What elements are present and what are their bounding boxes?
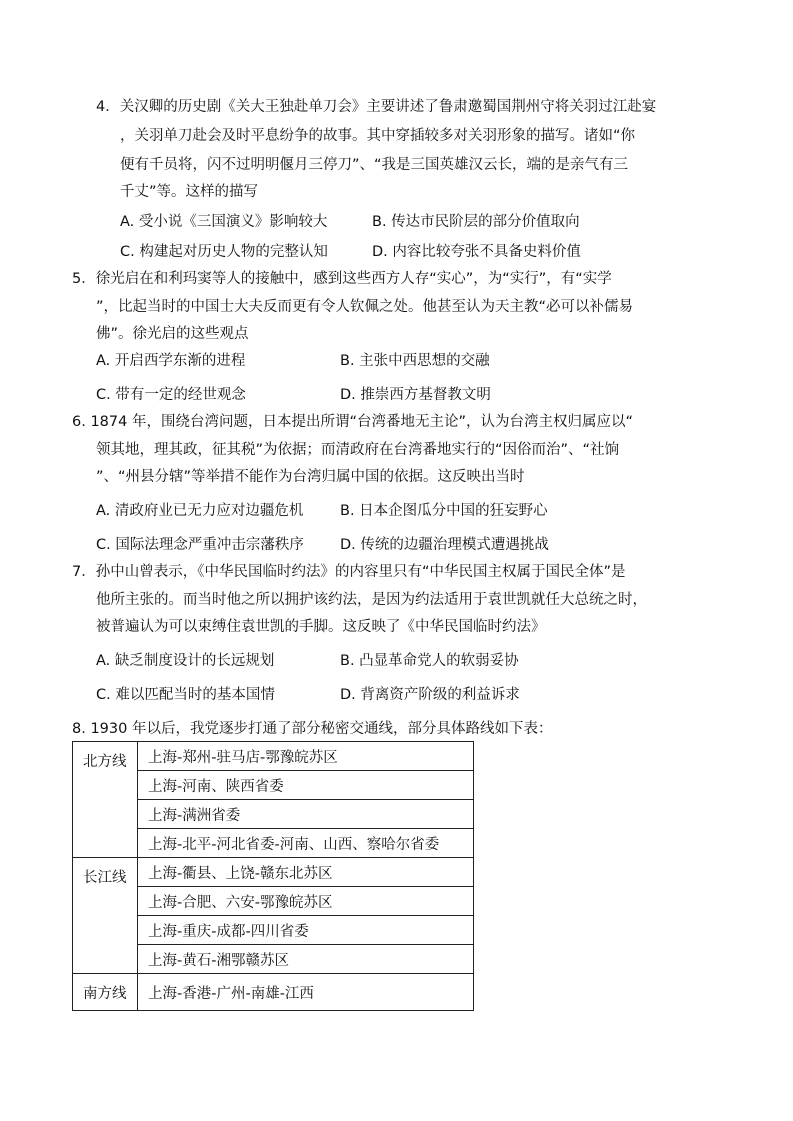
table-row <box>73 974 474 1011</box>
q4-option-d[interactable]: D. 内容比较夸张不具备史料价值 <box>372 244 581 260</box>
group-north: 北方线 <box>73 742 138 858</box>
q6-option-d[interactable]: D. 传统的边疆治理模式遭遇挑战 <box>340 537 549 553</box>
routes-table <box>72 741 474 1011</box>
q5-option-b[interactable]: B. 主张中西思想的交融 <box>340 353 490 369</box>
q7-option-c[interactable]: C. 难以匹配当时的基本国情 <box>96 687 275 703</box>
route-cell: 上海-满洲省委 <box>138 800 474 829</box>
route-cell: 上海-衢县、上饶-赣东北苏区 <box>138 858 474 887</box>
q4-line-4: 千丈”等。这样的描写 <box>120 184 259 200</box>
q6-option-c[interactable]: C. 国际法理念严重冲击宗藩秩序 <box>96 537 304 553</box>
q5-line-3: 佛”。徐光启的这些观点 <box>96 326 249 342</box>
q6-option-a[interactable]: A. 清政府业已无力应对边疆危机 <box>96 503 304 519</box>
q4-line-3: 便有千员将，闪不过明明偃月三停刀”、“我是三国英雄汉云长，端的是亲气有三 <box>120 157 629 173</box>
route-cell: 上海-香港-广州-南雄-江西 <box>138 974 474 1011</box>
q5-option-d[interactable]: D. 推崇西方基督教文明 <box>340 387 491 403</box>
q4-option-a[interactable]: A. 受小说《三国演义》影响较大 <box>120 214 328 230</box>
q4-line-1: 4．关汉卿的历史剧《关大王独赴单刀会》主要讲述了鲁肃邀蜀国荆州守将关羽过江赴宴 <box>96 99 657 115</box>
q7-line-1: 7．孙中山曾表示，《中华民国临时约法》的内容里只有“中华民国主权属于国民全体”是 <box>72 564 626 580</box>
route-cell: 上海-河南、陕西省委 <box>138 771 474 800</box>
q7-option-a[interactable]: A. 缺乏制度设计的长远规划 <box>96 653 275 669</box>
q7-option-d[interactable]: D. 背离资产阶级的利益诉求 <box>340 687 520 703</box>
q4-option-b[interactable]: B. 传达市民阶层的部分价值取向 <box>372 214 580 230</box>
q4-line-2: ，关羽单刀赴会及时平息纷争的故事。其中穿插较多对关羽形象的描写。诸如“你 <box>120 128 636 144</box>
group-south: 南方线 <box>73 974 138 1011</box>
table-row <box>73 858 474 887</box>
route-cell: 上海-重庆-成都-四川省委 <box>138 916 474 945</box>
q7-line-2: 他所主张的。而当时他之所以拥护该约法，是因为约法适用于袁世凯就任大总统之时， <box>96 592 647 608</box>
table-row <box>73 742 474 771</box>
route-cell: 上海-北平-河北省委-河南、山西、察哈尔省委 <box>138 829 474 858</box>
q7-option-b[interactable]: B. 凸显革命党人的软弱妥协 <box>340 653 519 669</box>
q6-option-b[interactable]: B. 日本企图瓜分中国的狂妄野心 <box>340 503 548 519</box>
q8-intro: 8. 1930 年以后，我党逐步打通了部分秘密交通线，部分具体路线如下表： <box>72 721 553 737</box>
q7-line-3: 被普遍认为可以束缚住袁世凯的手脚。这反映了《中华民国临时约法》 <box>96 619 546 635</box>
q5-option-c[interactable]: C. 带有一定的经世观念 <box>96 387 246 403</box>
q5-option-a[interactable]: A. 开启西学东渐的进程 <box>96 353 246 369</box>
q4-option-c[interactable]: C. 构建起对历史人物的完整认知 <box>120 244 328 260</box>
q5-line-1: 5．徐光启在和利玛窦等人的接触中，感到这些西方人存“实心”，为“实行”，有“实学 <box>72 271 612 287</box>
route-cell: 上海-郑州-驻马店-鄂豫皖苏区 <box>138 742 474 771</box>
route-cell: 上海-黄石-湘鄂赣苏区 <box>138 945 474 974</box>
group-yangtze: 长江线 <box>73 858 138 974</box>
q6-line-3: ”、“州县分辖”等举措不能作为台湾归属中国的依据。这反映出当时 <box>96 469 525 485</box>
q6-line-2: 领其地，理其政，征其税”为依据；而清政府在台湾番地实行的“因俗而治”、“社饷 <box>96 442 620 458</box>
q5-line-2: ”，比起当时的中国士大夫反而更有令人钦佩之处。他甚至认为天主教“必可以补儒易 <box>96 299 634 315</box>
route-cell: 上海-合肥、六安-鄂豫皖苏区 <box>138 887 474 916</box>
q6-line-1: 6. 1874 年，围绕台湾问题，日本提出所谓“台湾番地无主论”，认为台湾主权归属应以“ <box>72 414 633 430</box>
